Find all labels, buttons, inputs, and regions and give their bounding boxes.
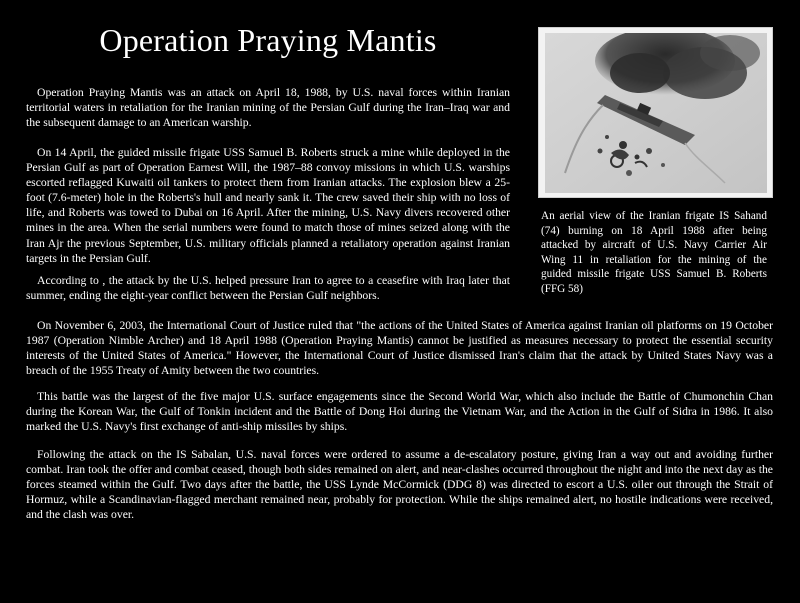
page-title: Operation Praying Mantis [99,22,437,58]
paragraph-mine-strike: On 14 April, the guided missile frigate USS Samuel B. Roberts struck a mine while deployed in the Persian Gulf as part of Operation Earnest Will, the 1987–88 convoy missions in which U.S. warships escorted reflagged Kuwaiti oil tankers to protect them from Iranian attacks. The explosion blew a 25-foot (7.6-meter) hole in the Roberts's hull and nearly sank it. The crew saved their ship with no loss of life, and Roberts was towed to Dubai on 16 April. After the mining, U.S. Navy divers recovered other mines in the area. When the serial numbers were found to match those of mines seized along with the Iran Ajr the previous September, U.S. military officials planned a retaliatory operation against Iranian targets in the Persian Gulf. [26,146,510,265]
paragraph-ceasefire: According to , the attack by the U.S. helped pressure Iran to agree to a ceasefire with Iraq later that summer, ending the eight-year conflict between the Persian Gulf neighbors. [26,274,510,303]
frigate-photo [538,27,773,198]
paragraph-intro: Operation Praying Mantis was an attack on April 18, 1988, by U.S. naval forces within Iranian territorial waters in retaliation for the Iranian mining of the Persian Gulf during the Iran–Iraq war and the subsequent damage to an American warship. [26,86,510,130]
photo-caption: An aerial view of the Iranian frigate IS Sahand (74) burning on 18 April 1988 after being attacked by aircraft of U.S. Navy Carrier Air Wing 11 in retaliation for the mining of the guided missile frigate USS Samuel B. Roberts (FFG 58) [541,210,767,295]
burning-frigate-image [545,33,767,193]
paragraph-aftermath: Following the attack on the IS Sabalan, U.S. naval forces were ordered to assume a de-escalatory posture, giving Iran a way out and avoiding further combat. Iran took the offer and combat ceased, though both sides remained on alert, and near-clashes occurred throughout the night and into the next day as the forces steamed within the Gulf. Two days after the battle, the USS Lynde McCormick (DDG 8) was directed to escort a U.S. oiler out through the Strait of Hormuz, while a Scandinavian-flagged merchant remained near, probably for protection. While the ships remained alert, no hostile indications were received, and the clash was over. [26,448,773,522]
paragraph-surface-engagements: This battle was the largest of the five major U.S. surface engagements since the Second World War, which also include the Battle of Chumonchin Chan during the Korean War, the Gulf of Tonkin incident and the Battle of Dong Hoi during the Vietnam War, and the Action in the Gulf of Sidra in 1986. It also marked the U.S. Navy's first exchange of anti-ship missiles by ships. [26,390,773,434]
paragraph-icj-ruling: On November 6, 2003, the International Court of Justice ruled that "the actions of the United States of America against Iranian oil platforms on 19 October 1987 (Operation Nimble Archer) and 18 April 1988 (Operation Praying Mantis) cannot be justified as measures necessary to protect the essential security interests of the United States of America." However, the International Court of Justice dismissed Iran's claim that the attack by United States Navy was a breach of the 1955 Treaty of Amity between the two countries. [26,319,773,378]
